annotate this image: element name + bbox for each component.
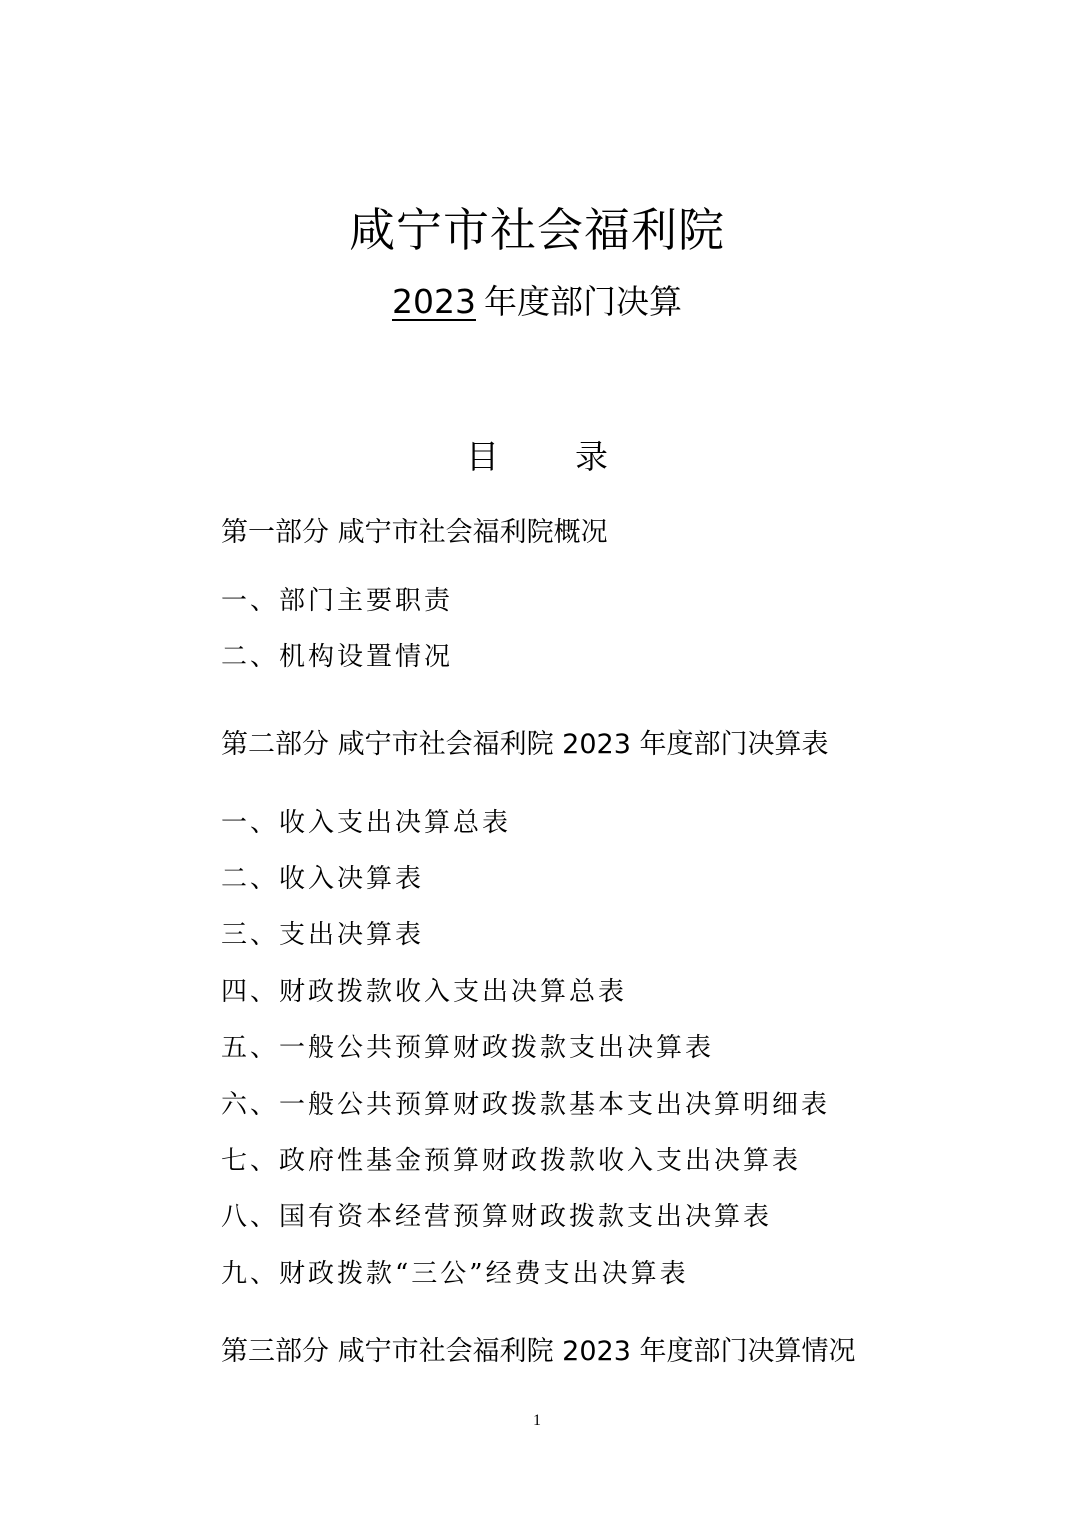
subtitle-text: 年度部门决算: [483, 282, 682, 321]
part1-item: 一、部门主要职责: [221, 586, 454, 616]
toc-heading: [0, 435, 1074, 479]
part2-item: 四、财政拨款收入支出决算总表: [221, 977, 628, 1007]
toc-heading-char-1: 目: [466, 437, 499, 476]
part2-item: 五、一般公共预算财政拨款支出决算表: [221, 1033, 715, 1063]
part2-item: 七、政府性基金预算财政拨款收入支出决算表: [221, 1146, 802, 1176]
part2-item: 八、国有资本经营预算财政拨款支出决算表: [221, 1202, 773, 1232]
part2-item: 六、一般公共预算财政拨款基本支出决算明细表: [221, 1090, 831, 1120]
part1-heading: 第一部分 咸宁市社会福利院概况: [221, 517, 608, 548]
page-number: 1: [533, 1412, 541, 1429]
part2-heading: 第二部分 咸宁市社会福利院 2023 年度部门决算表: [221, 729, 829, 760]
document-subtitle: [0, 280, 1074, 324]
part2-item: 二、收入决算表: [221, 864, 425, 894]
part2-item: 一、收入支出决算总表: [221, 808, 512, 838]
part2-item: 九、财政拨款“三公”经费支出决算表: [221, 1259, 689, 1289]
document-title: 咸宁市社会福利院: [349, 203, 725, 257]
subtitle-year: 2023: [392, 282, 476, 321]
toc-heading-char-2: 录: [575, 437, 608, 476]
part2-item: 三、支出决算表: [221, 920, 425, 950]
part3-heading: 第三部分 咸宁市社会福利院 2023 年度部门决算情况: [221, 1336, 856, 1367]
part1-item: 二、机构设置情况: [221, 642, 454, 672]
